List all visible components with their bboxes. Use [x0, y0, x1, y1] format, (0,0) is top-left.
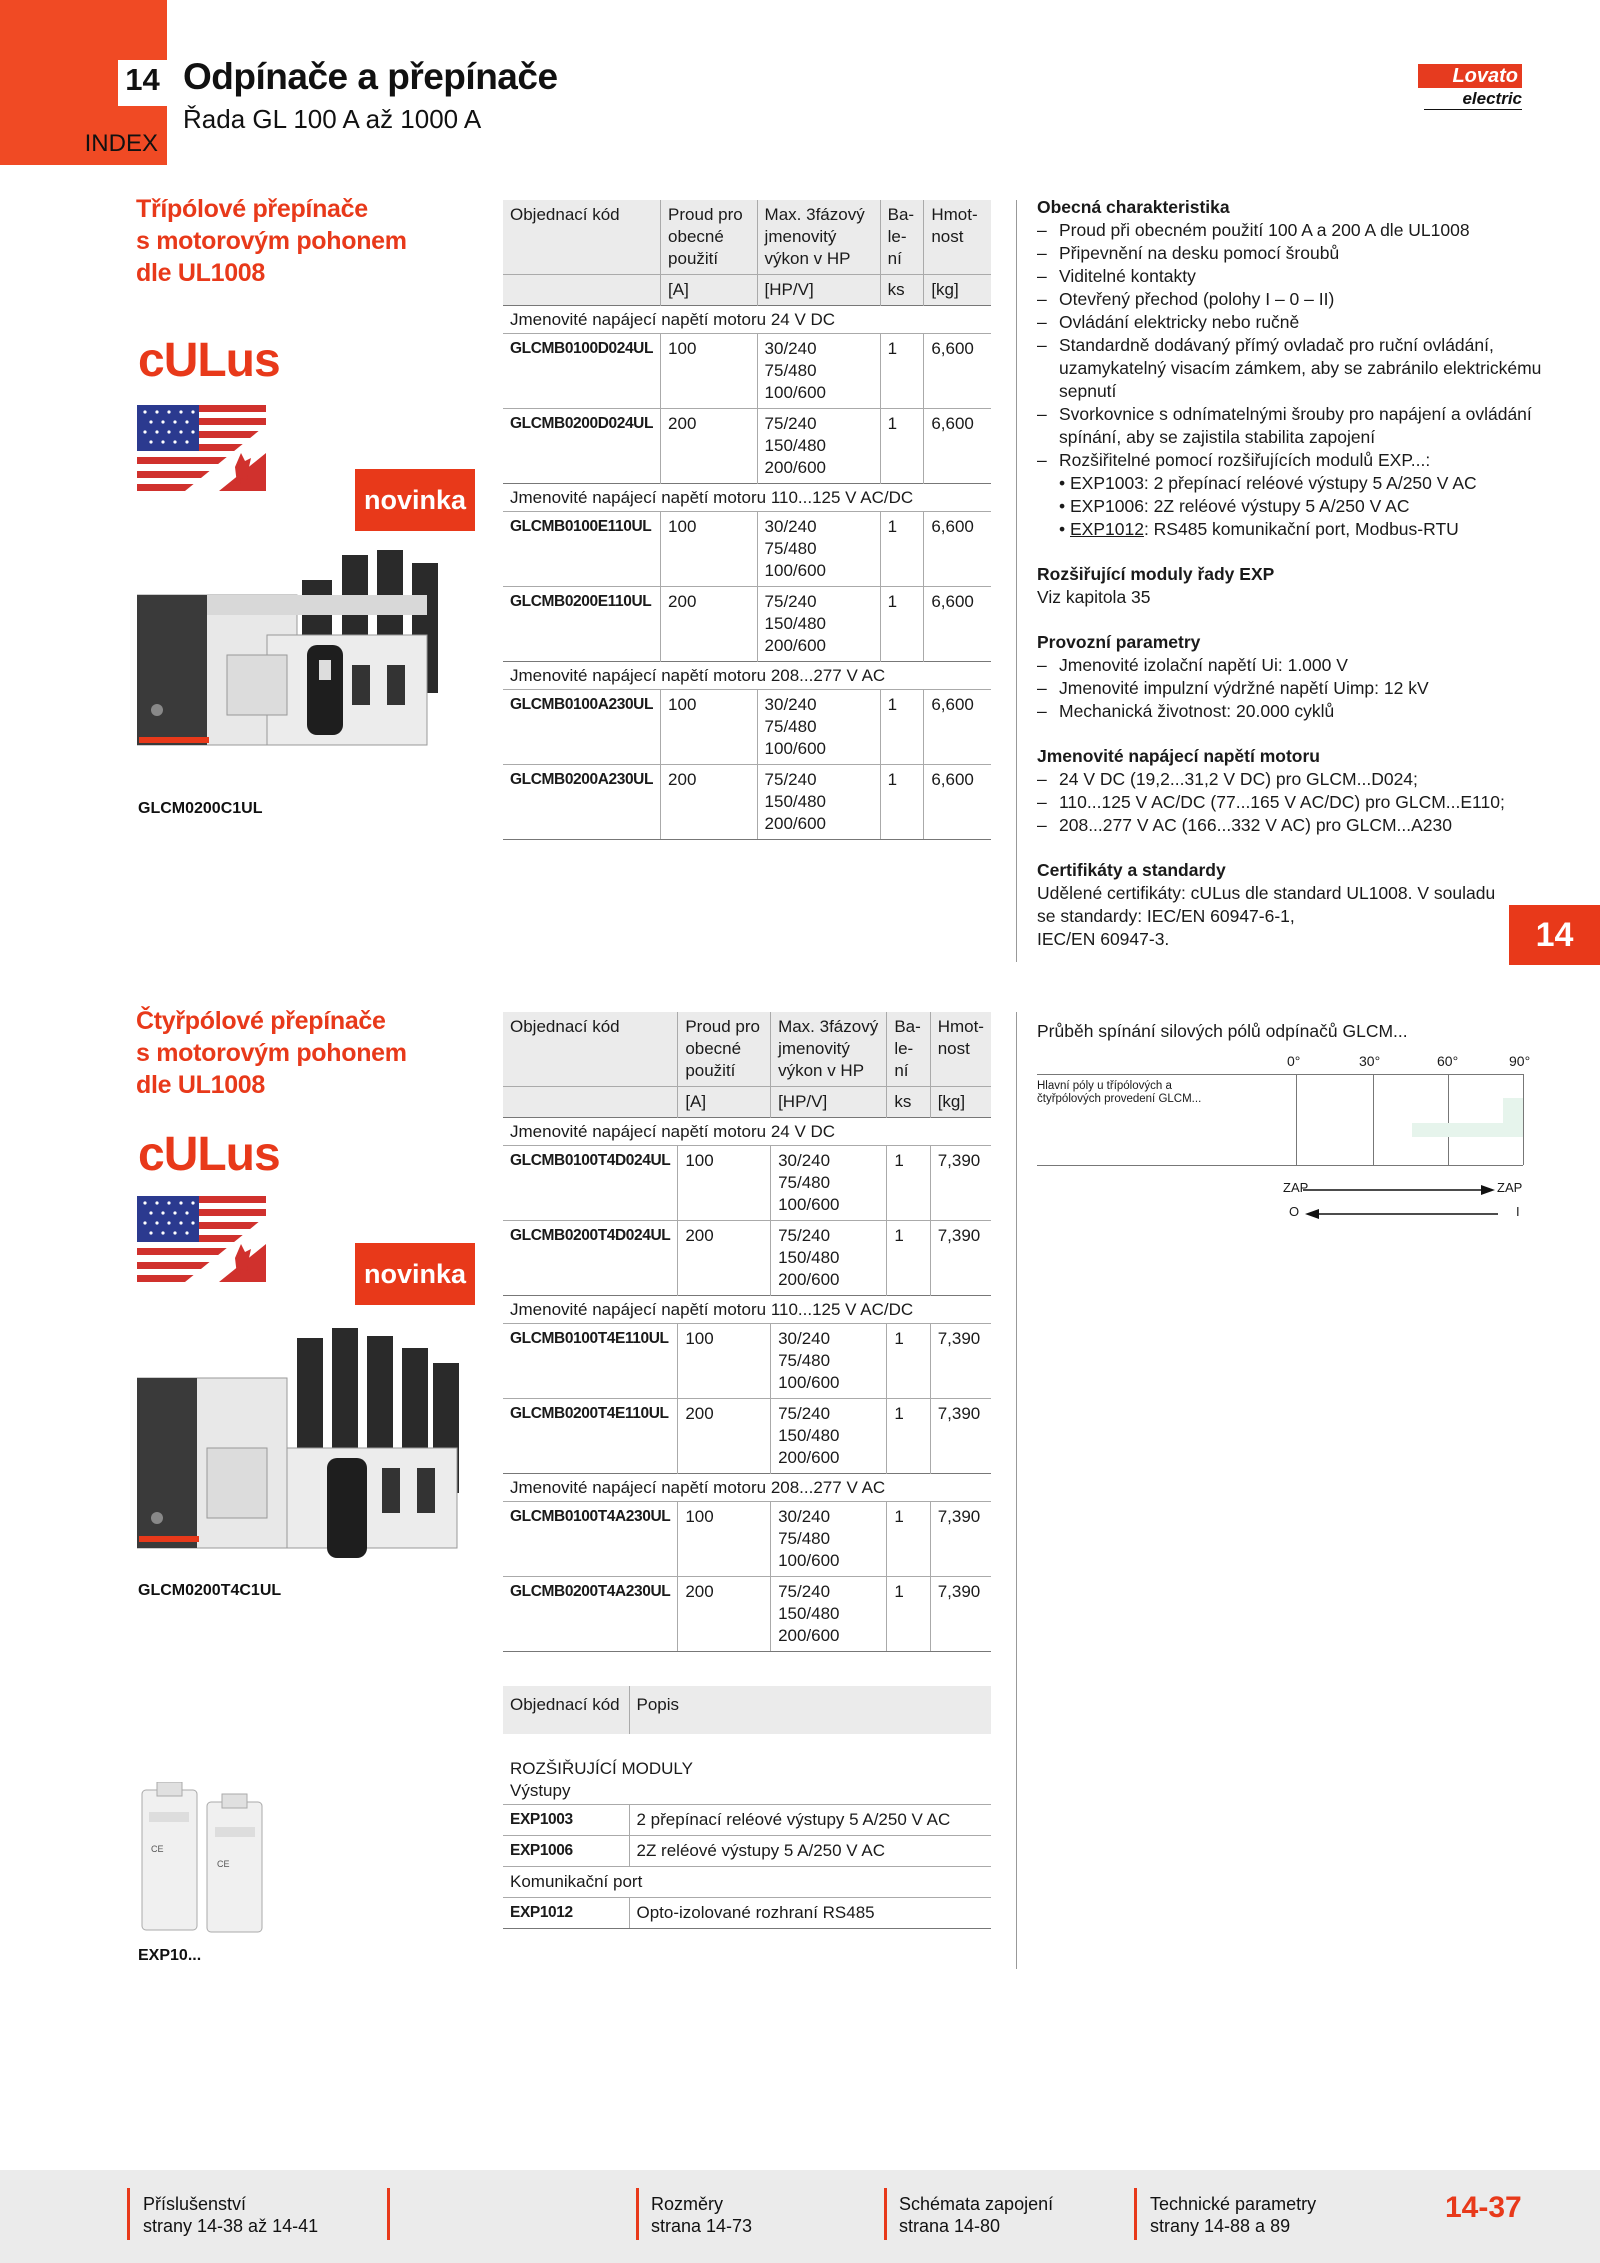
hp-value: 30/240: [778, 1329, 831, 1348]
current-value: 200: [661, 765, 758, 840]
table-row: [503, 587, 991, 662]
unit-cell: [503, 275, 661, 306]
order-code: GLCMB0200E110UL: [503, 587, 661, 662]
weight-value: 7,390: [930, 1502, 991, 1577]
table-row: [503, 409, 991, 484]
footer-marker: [1134, 2188, 1137, 2240]
contact-band: [1412, 1123, 1523, 1137]
group-row: [503, 484, 991, 512]
footer-link-technical[interactable]: [1150, 2193, 1316, 2237]
module-code: EXP1012: [503, 1898, 629, 1929]
hp-values: [771, 1324, 887, 1399]
weight-value: 6,600: [924, 587, 991, 662]
header-line: Proud pro: [685, 1017, 760, 1036]
logo-subtext: electric: [1462, 89, 1522, 108]
table-row: [503, 1577, 991, 1652]
col-header-current: [661, 200, 758, 275]
exp-bullet: • EXP1003: 2 přepínací reléové výstupy 5 A/250 V AC: [1059, 473, 1477, 493]
current-value: 100: [678, 1502, 771, 1577]
section2-title-line: dle UL1008: [136, 1071, 266, 1099]
page-subtitle: Řada GL 100 A až 1000 A: [183, 104, 482, 134]
footer-marker: [387, 2188, 390, 2240]
header-line: Ba-: [887, 205, 915, 224]
header-line: nost: [937, 1039, 970, 1058]
col-header-weight: [924, 200, 991, 275]
motor-voltage-title: Jmenovité napájecí napětí motoru: [1037, 746, 1320, 766]
hp-value: 100/600: [764, 739, 826, 758]
table-row: [503, 1221, 991, 1296]
footer-link-dimensions[interactable]: [651, 2193, 752, 2237]
diagram-top-rule: [1037, 1074, 1523, 1075]
hp-values: [757, 409, 880, 484]
weight-value: 6,600: [924, 512, 991, 587]
section2-title-line: Čtyřpólové přepínače: [136, 1007, 386, 1035]
switching-diagram: [1037, 1053, 1531, 1173]
header-line: obecné: [685, 1039, 742, 1058]
table-row: [503, 1898, 991, 1929]
motor-voltage-list: [1037, 768, 1577, 837]
col-header-pack: [887, 1012, 930, 1087]
header-line: ní: [894, 1061, 909, 1080]
pack-value: 1: [887, 1324, 930, 1399]
header-line: Max. 3fázový: [778, 1017, 879, 1036]
section1-title-line: s motorovým pohonem: [136, 227, 407, 255]
weight-value: 7,390: [930, 1324, 991, 1399]
grid-line: [1373, 1074, 1374, 1165]
cert-line: IEC/EN 60947-3.: [1037, 929, 1170, 949]
hp-value: 30/240: [764, 695, 817, 714]
header-line: Hmot-: [937, 1017, 984, 1036]
list-item: – Proud při obecném použití 100 A a 200 A dle UL1008: [1037, 219, 1577, 242]
table-row: [503, 1502, 991, 1577]
section2-title-line: s motorovým pohonem: [136, 1039, 407, 1067]
footer-link-text: strany 14-88 a 89: [1150, 2216, 1291, 2236]
diagram-title: Průběh spínání silových pólů odpínačů GLCM...: [1037, 1021, 1408, 1041]
cert-line: se standardy: IEC/EN 60947-6-1,: [1037, 906, 1295, 926]
hp-value: 75/480: [778, 1351, 831, 1370]
table-row: [503, 512, 991, 587]
pack-value: 1: [887, 1146, 930, 1221]
table-row: [503, 1836, 991, 1867]
weight-value: 7,390: [930, 1221, 991, 1296]
module-code: EXP1003: [503, 1805, 629, 1836]
hp-value: 100/600: [778, 1551, 840, 1570]
group-row: [503, 306, 991, 334]
header-line: výkon v HP: [778, 1061, 865, 1080]
table-header-row: [503, 1686, 991, 1734]
group-row: [503, 662, 991, 690]
section2-title: [136, 1005, 407, 1101]
cert-line: Udělené certifikáty: cULus dle standard UL1008. V souladu: [1037, 883, 1496, 903]
order-code: GLCMB0100A230UL: [503, 690, 661, 765]
table-row: [503, 1146, 991, 1221]
footer-link-text: Rozměry: [651, 2194, 724, 2214]
pack-value: 1: [887, 1221, 930, 1296]
unit-cell: [A]: [661, 275, 758, 306]
list-item: – Viditelné kontakty: [1037, 265, 1577, 288]
pack-value: 1: [880, 587, 924, 662]
hp-values: [771, 1577, 887, 1652]
group-label: ROZŠIŘUJÍCÍ MODULY: [510, 1759, 693, 1778]
table-row: [503, 1324, 991, 1399]
us-canada-flag-icon: [137, 405, 266, 491]
hp-values: [757, 512, 880, 587]
hp-value: 30/240: [778, 1151, 831, 1170]
header-line: použití: [685, 1061, 736, 1080]
unit-cell: [kg]: [924, 275, 991, 306]
list-item: – Otevřený přechod (polohy I – 0 – II): [1037, 288, 1577, 311]
weight-value: 7,390: [930, 1399, 991, 1474]
current-value: 200: [678, 1221, 771, 1296]
col-header-current: [678, 1012, 771, 1087]
col-header-hp: [757, 200, 880, 275]
diagram-row-label: [1037, 1080, 1201, 1106]
svg-text:CE: CE: [217, 1859, 230, 1869]
list-item: – 110...125 V AC/DC (77...165 V AC/DC) pro GLCM...E110;: [1037, 791, 1577, 814]
hp-value: 150/480: [764, 614, 826, 633]
hp-value: 30/240: [778, 1507, 831, 1526]
pack-value: 1: [880, 765, 924, 840]
pack-value: 1: [887, 1399, 930, 1474]
hp-value: 100/600: [778, 1373, 840, 1392]
pack-value: 1: [880, 409, 924, 484]
subgroup-row: [503, 1780, 991, 1805]
hp-value: 75/480: [764, 361, 817, 380]
grid-line: [1296, 1074, 1297, 1165]
order-code: GLCMB0200T4E110UL: [503, 1399, 678, 1474]
footer-link-wiring[interactable]: [899, 2193, 1053, 2237]
footer-link-text: Příslušenství: [143, 2194, 247, 2214]
table-row: [503, 334, 991, 409]
order-code: GLCMB0100T4E110UL: [503, 1324, 678, 1399]
section1-title: [136, 193, 407, 289]
subgroup-row: [503, 1867, 991, 1898]
hp-value: 75/240: [778, 1226, 831, 1245]
list-item: – Jmenovité impulzní výdržné napětí Uimp: 12 kV: [1037, 677, 1577, 700]
hp-value: 75/240: [764, 592, 817, 611]
list-item: – Připevnění na desku pomocí šroubů: [1037, 242, 1577, 265]
order-code: GLCMB0200T4D024UL: [503, 1221, 678, 1296]
list-item: – 24 V DC (19,2...31,2 V DC) pro GLCM...D024;: [1037, 768, 1577, 791]
table-row: [503, 690, 991, 765]
hp-values: [771, 1502, 887, 1577]
row-label-line: čtyřpólových provedení GLCM...: [1037, 1093, 1202, 1105]
new-badge: novinka: [355, 1243, 475, 1305]
hp-values: [757, 690, 880, 765]
grid-line: [1448, 1074, 1449, 1165]
current-value: 100: [661, 334, 758, 409]
header-line: Proud pro: [668, 205, 743, 224]
col-header-desc: Popis: [629, 1686, 991, 1734]
list-item: – Ovládání elektricky nebo ručně: [1037, 311, 1577, 334]
footer-link-accessories[interactable]: [143, 2193, 318, 2237]
module-desc: Opto-izolované rozhraní RS485: [629, 1898, 991, 1929]
us-canada-flag-icon: [137, 1196, 266, 1282]
group-label: Jmenovité napájecí napětí motoru 24 V DC: [503, 306, 991, 334]
module-desc: 2Z reléové výstupy 5 A/250 V AC: [629, 1836, 991, 1867]
col-header-code: Objednací kód: [503, 1012, 678, 1087]
page-number: 14-37: [1445, 2191, 1522, 2224]
unit-cell: [HP/V]: [757, 275, 880, 306]
table-row: [503, 1805, 991, 1836]
current-value: 200: [661, 409, 758, 484]
general-title: Obecná charakteristika: [1037, 197, 1230, 217]
hp-value: 200/600: [778, 1448, 840, 1467]
modules-text: Viz kapitola 35: [1037, 587, 1151, 607]
weight-value: 6,600: [924, 409, 991, 484]
hp-value: 75/480: [764, 539, 817, 558]
units-row: [503, 1087, 991, 1118]
list-item: – Rozšiřitelné pomocí rozšiřujících modulů EXP...:: [1037, 449, 1577, 472]
hp-values: [757, 334, 880, 409]
hp-value: 150/480: [764, 792, 826, 811]
position-right: I: [1516, 1204, 1520, 1219]
pack-value: 1: [887, 1502, 930, 1577]
modules-table: [503, 1686, 991, 1929]
weight-value: 7,390: [930, 1577, 991, 1652]
hp-value: 200/600: [778, 1270, 840, 1289]
hp-value: 100/600: [764, 383, 826, 402]
order-code: GLCMB0200A230UL: [503, 765, 661, 840]
list-item: – Svorkovnice s odnímatelnými šrouby pro napájení a ovládání spínání, aby se zajistila stabilita zapojení: [1037, 403, 1577, 449]
weight-value: 6,600: [924, 334, 991, 409]
col-header-weight: [930, 1012, 991, 1087]
params-title: Provozní parametry: [1037, 632, 1201, 652]
current-value: 200: [661, 587, 758, 662]
modules-caption: EXP10...: [138, 1947, 202, 1964]
unit-cell: [HP/V]: [771, 1087, 887, 1118]
exp-bullet: [1037, 518, 1577, 541]
header-line: Ba-: [894, 1017, 921, 1036]
hp-values: [757, 765, 880, 840]
zap-right-label: ZAP: [1497, 1180, 1523, 1195]
exp-modules-image: [137, 1782, 272, 1942]
hp-value: 200/600: [778, 1626, 840, 1645]
order-code: GLCMB0200D024UL: [503, 409, 661, 484]
index-link[interactable]: INDEX: [84, 130, 158, 157]
section1-spec-table: [503, 200, 991, 840]
culus-mark: cULus: [138, 334, 280, 387]
hp-value: 150/480: [764, 436, 826, 455]
page-title: Odpínače a přepínače: [183, 56, 558, 97]
product-caption: GLCM0200C1UL: [138, 800, 263, 817]
header-line: jmenovitý: [778, 1039, 850, 1058]
general-characteristics: [1037, 196, 1577, 951]
section2-spec-table: [503, 1012, 991, 1652]
hp-values: [771, 1399, 887, 1474]
footer-link-text: strana 14-80: [899, 2216, 1001, 2236]
group-label: Jmenovité napájecí napětí motoru 208...277 V AC: [503, 1474, 991, 1502]
chapter-side-tab[interactable]: 14: [1509, 905, 1600, 965]
hp-value: 30/240: [764, 517, 817, 536]
pack-value: 1: [880, 334, 924, 409]
header-line: nost: [931, 227, 964, 246]
footer-marker: [636, 2188, 639, 2240]
col-header-hp: [771, 1012, 887, 1087]
col-header-pack: [880, 200, 924, 275]
contact-band: [1503, 1098, 1523, 1123]
current-value: 200: [678, 1399, 771, 1474]
general-list: [1037, 219, 1577, 541]
group-label: Jmenovité napájecí napětí motoru 24 V DC: [503, 1118, 991, 1146]
table-header-row: [503, 1012, 991, 1087]
group-row: [503, 1118, 991, 1146]
list-item: – Mechanická životnost: 20.000 cyklů: [1037, 700, 1577, 723]
hp-value: 200/600: [764, 636, 826, 655]
group-label: Jmenovité napájecí napětí motoru 110...125 V AC/DC: [503, 1296, 991, 1324]
hp-values: [771, 1146, 887, 1221]
list-item: – Jmenovité izolační napětí Ui: 1.000 V: [1037, 654, 1577, 677]
header-line: jmenovitý: [764, 227, 837, 246]
group-label: Jmenovité napájecí napětí motoru 208...277 V AC: [503, 662, 991, 690]
section1-title-line: Třípólové přepínače: [136, 195, 368, 223]
hp-value: 100/600: [764, 561, 826, 580]
current-value: 100: [678, 1324, 771, 1399]
header-line: ní: [887, 249, 902, 268]
header-line: použití: [668, 249, 719, 268]
hp-value: 75/240: [764, 770, 817, 789]
col-header-code: Objednací kód: [503, 200, 661, 275]
header-line: le-: [887, 227, 907, 246]
hp-values: [757, 587, 880, 662]
params-list: [1037, 654, 1577, 723]
row-label-line: Hlavní póly u třípólových a: [1037, 1080, 1172, 1092]
angle-label: 0°: [1287, 1053, 1301, 1069]
pack-value: 1: [880, 512, 924, 587]
product-caption: GLCM0200T4C1UL: [138, 1582, 282, 1599]
exp-bullet: • EXP1006: 2Z reléové výstupy 5 A/250 V AC: [1059, 496, 1410, 516]
header-line: le-: [894, 1039, 914, 1058]
table-row: [503, 765, 991, 840]
header-line: Max. 3fázový: [764, 205, 865, 224]
unit-cell: [kg]: [930, 1087, 991, 1118]
new-badge: novinka: [355, 469, 475, 531]
modules-title: Rozšiřující moduly řady EXP: [1037, 564, 1275, 584]
hp-value: 75/480: [778, 1173, 831, 1192]
section1-title-line: dle UL1008: [136, 259, 266, 287]
list-item: – 208...277 V AC (166...332 V AC) pro GLCM...A230: [1037, 814, 1577, 837]
hp-value: 200/600: [764, 458, 826, 477]
current-value: 100: [678, 1146, 771, 1221]
chapter-number: 14: [125, 62, 160, 97]
footer-link-text: Schémata zapojení: [899, 2194, 1054, 2214]
logo-wordmark: Lovato: [1418, 64, 1522, 88]
bullet-mark: •: [1059, 519, 1070, 539]
hp-value: 200/600: [764, 814, 826, 833]
module-desc: 2 přepínací reléové výstupy 5 A/250 V AC: [629, 1805, 991, 1836]
unit-cell: ks: [880, 275, 924, 306]
column-divider: [1016, 200, 1017, 962]
unit-cell: ks: [887, 1087, 930, 1118]
hp-value: 150/480: [778, 1604, 840, 1623]
units-row: [503, 275, 991, 306]
list-item: – Standardně dodávaný přímý ovladač pro ruční ovládání, uzamykatelný visacím zámkem, aby se zabránilo elektrickému sepnutí: [1037, 334, 1577, 403]
diagram-bottom-rule: [1037, 1165, 1523, 1166]
order-code: GLCMB0100D024UL: [503, 334, 661, 409]
current-value: 100: [661, 690, 758, 765]
weight-value: 7,390: [930, 1146, 991, 1221]
svg-text:CE: CE: [151, 1844, 164, 1854]
order-code: GLCMB0100E110UL: [503, 512, 661, 587]
subgroup-label: Komunikační port: [503, 1867, 991, 1898]
angle-label: 90°: [1509, 1053, 1531, 1069]
table-header-row: [503, 200, 991, 275]
switch-4pole-image: [137, 1318, 467, 1578]
header-line: výkon v HP: [764, 249, 851, 268]
hp-values: [771, 1221, 887, 1296]
zap-left-label: ZAP: [1283, 1180, 1309, 1195]
hp-value: 75/480: [778, 1529, 831, 1548]
hp-value: 150/480: [778, 1426, 840, 1445]
unit-cell: [A]: [678, 1087, 771, 1118]
order-code: GLCMB0200T4A230UL: [503, 1577, 678, 1652]
header-line: Hmot-: [931, 205, 978, 224]
header-line: obecné: [668, 227, 724, 246]
lovato-logo: [1418, 64, 1522, 116]
hp-value: 75/480: [764, 717, 817, 736]
weight-value: 6,600: [924, 765, 991, 840]
pack-value: 1: [887, 1577, 930, 1652]
footer-link-text: strany 14-38 až 14-41: [143, 2216, 319, 2236]
current-value: 200: [678, 1577, 771, 1652]
cert-title: Certifikáty a standardy: [1037, 860, 1226, 880]
hp-value: 150/480: [778, 1248, 840, 1267]
arrows-icon: [1303, 1182, 1498, 1222]
hp-value: 100/600: [778, 1195, 840, 1214]
column-divider: [1016, 1012, 1017, 1969]
exp1012-desc: : RS485 komunikační port, Modbus-RTU: [1143, 519, 1459, 539]
angle-label: 60°: [1437, 1053, 1459, 1069]
footer-link-text: strana 14-73: [651, 2216, 753, 2236]
pack-value: 1: [880, 690, 924, 765]
angle-label: 30°: [1359, 1053, 1381, 1069]
unit-cell: [503, 1087, 678, 1118]
grid-line: [1523, 1074, 1524, 1165]
group-label: Jmenovité napájecí napětí motoru 110...125 V AC/DC: [503, 484, 991, 512]
weight-value: 6,600: [924, 690, 991, 765]
group-row: [503, 1474, 991, 1502]
module-code: EXP1006: [503, 1836, 629, 1867]
exp1012-link[interactable]: EXP1012: [1070, 519, 1144, 539]
subgroup-label: Výstupy: [510, 1781, 571, 1800]
table-row: [503, 1399, 991, 1474]
order-code: GLCMB0100T4A230UL: [503, 1502, 678, 1577]
col-header-code: Objednací kód: [503, 1686, 629, 1734]
order-code: GLCMB0100T4D024UL: [503, 1146, 678, 1221]
hp-value: 75/240: [778, 1404, 831, 1423]
current-value: 100: [661, 512, 758, 587]
footer-link-text: Technické parametry: [1150, 2194, 1317, 2214]
position-left: O: [1289, 1204, 1300, 1219]
footer-marker: [127, 2188, 130, 2240]
group-row: [503, 1734, 991, 1780]
logo-underline: [1424, 109, 1522, 110]
zap-arrows: [1275, 1180, 1525, 1230]
hp-value: 30/240: [764, 339, 817, 358]
group-row: [503, 1296, 991, 1324]
footer-marker: [884, 2188, 887, 2240]
hp-value: 75/240: [778, 1582, 831, 1601]
culus-mark: cULus: [138, 1128, 280, 1181]
hp-value: 75/240: [764, 414, 817, 433]
switch-3pole-image: [137, 535, 447, 770]
